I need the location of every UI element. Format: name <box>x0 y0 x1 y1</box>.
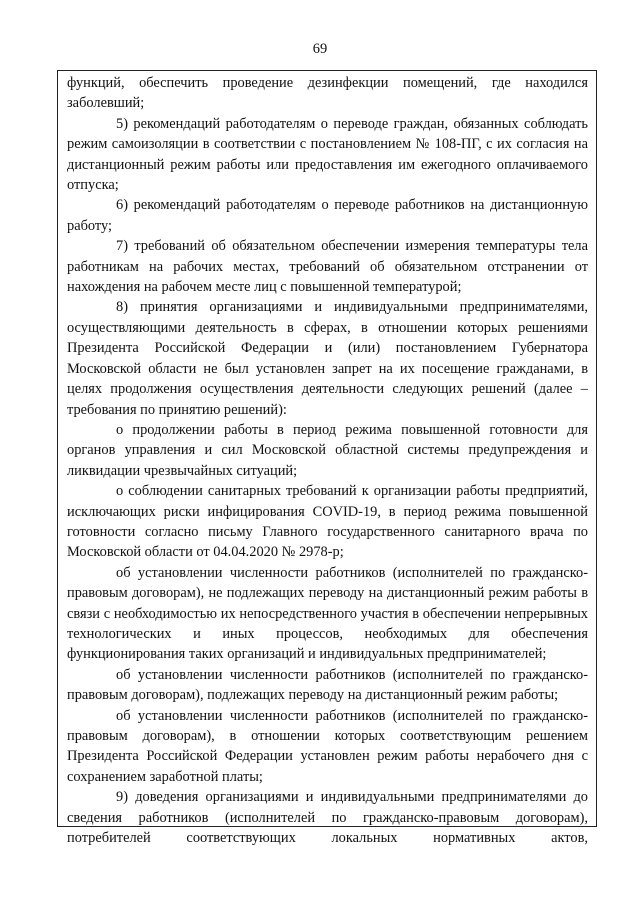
paragraph: функций, обеспечить проведение дезинфекции помещений, где находился заболевший; <box>67 75 588 112</box>
paragraph: 8) принятия организациями и индивидуальными предпринимателями, осуществляющими деятельность в сферах, в отношении которых решениями Президента Российской Федерации и (или) постановлением Губернатора Московской области не был установлен запрет на их посещение гражданами, в целях продолжения осуществления деятельности следующих решений (далее – требования по принятию решений): <box>67 299 588 418</box>
paragraph: 5) рекомендаций работодателям о переводе граждан, обязанных соблюдать режим самоизоляции в соответствии с постановлением № 108-ПГ, с их согласия на дистанционный режим работы или предоставления им ежегодного оплачиваемого отпуска; <box>67 115 588 194</box>
document-body <box>67 73 588 848</box>
paragraph: об установлении численности работников (исполнителей по гражданско-правовым договорам), подлежащих переводу на дистанционный режим работы; <box>67 666 588 704</box>
paragraph: 6) рекомендаций работодателям о переводе работников на дистанционную работу; <box>67 197 588 234</box>
paragraph: 9) доведения организациями и индивидуальными предпринимателями до сведения работников (исполнителей по гражданско-правовым договорам), потребителей соответствующих локальных нормативных актов, <box>67 789 588 847</box>
paragraph: 7) требований об обязательном обеспечении измерения температуры тела работникам на рабочих местах, требований об обязательном отстранении от нахождения на рабочем месте лиц с повышенной температурой; <box>67 238 588 296</box>
paragraph: об установлении численности работников (исполнителей по гражданско-правовым договорам), в отношении которых соответствующим решением Президента Российской Федерации установлен режим работы нерабочего дня с сохранением заработной платы; <box>67 707 588 785</box>
paragraph: о соблюдении санитарных требований к организации работы предприятий, исключающих риски инфицирования COVID-19, в период режима повышенной готовности согласно письму Главного государственного санитарного врача по Московской области от 04.04.2020 № 2978-р; <box>67 483 588 561</box>
paragraph: о продолжении работы в период режима повышенной готовности для органов управления и сил Московской областной системы предупреждения и ликвидации чрезвычайных ситуаций; <box>67 421 588 479</box>
document-text-frame <box>57 70 597 847</box>
page-number: 69 <box>312 41 328 57</box>
paragraph: об установлении численности работников (исполнителей по гражданско-правовым договорам), не подлежащих переводу на дистанционный режим работы в связи с необходимостью их непосредственного участия в обеспечении непрерывных технологических и иных процессов, необходимых для обеспечения функционирования таких организаций и индивидуальных предпринимателей; <box>67 564 588 663</box>
